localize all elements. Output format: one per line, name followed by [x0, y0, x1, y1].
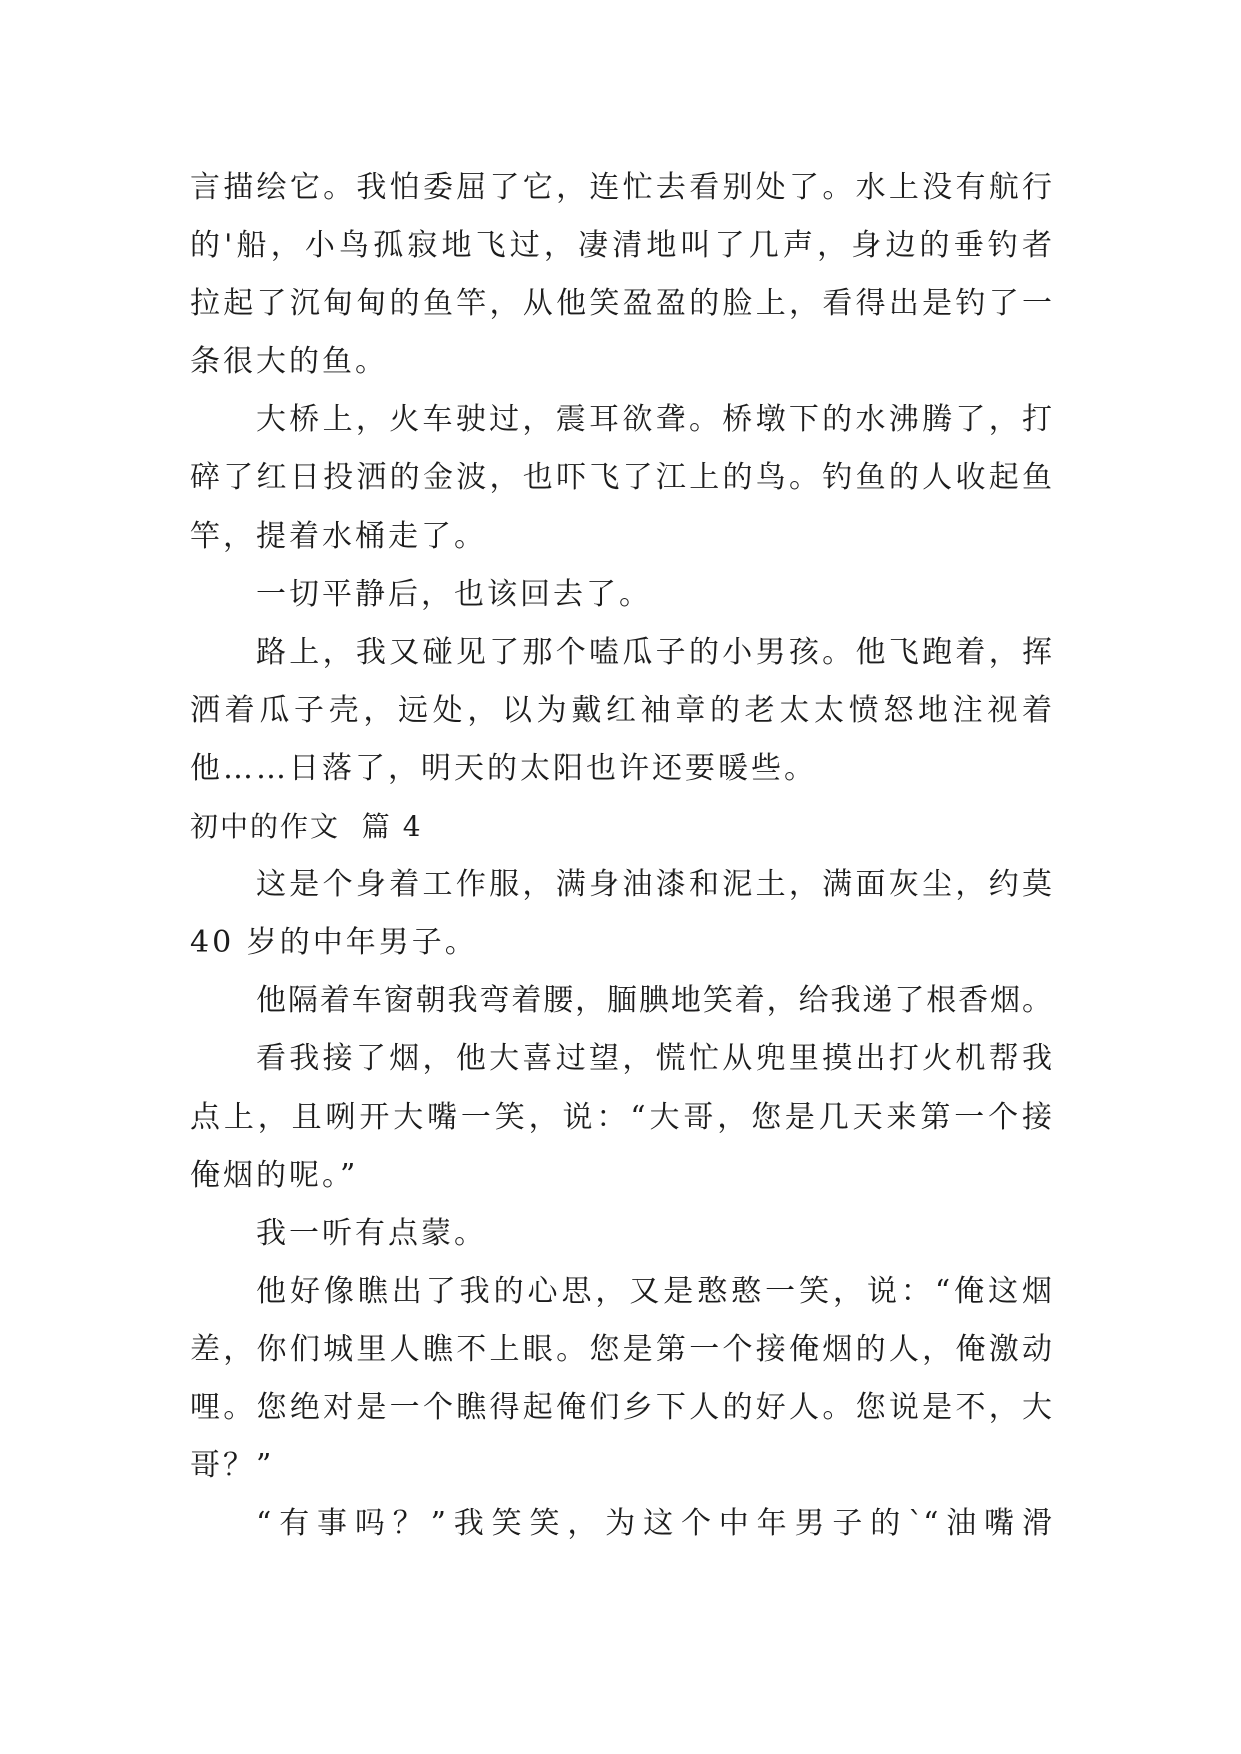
text-line: 点上，且咧开大嘴一笑，说：“大哥，您是几天来第一个接 [190, 1099, 1052, 1135]
essay-title: 初中的作文 篇 4 [190, 810, 423, 844]
paragraph [190, 624, 1052, 798]
text-line: 他……日落了，明天的太阳也许还要暖些。 [190, 750, 817, 786]
text-line: 我一听有点蒙。 [256, 1215, 487, 1251]
paragraph [190, 159, 1052, 391]
text-line: 碎了红日投洒的金波，也吓飞了江上的鸟。钓鱼的人收起鱼 [190, 460, 1052, 496]
text-line: 言描绘它。我怕委屈了它，连忙去看别处了。水上没有航行 [190, 170, 1052, 205]
text-line: 拉起了沉甸甸的鱼竿，从他笑盈盈的脸上，看得出是钓了一 [190, 286, 1052, 322]
paragraph [190, 1495, 1052, 1553]
text-line: 哥？” [190, 1448, 275, 1484]
text-line: 他好像瞧出了我的心思，又是憨憨一笑，说：“俺这烟 [256, 1273, 1052, 1309]
document-body [190, 159, 1052, 1553]
text-line: 这是个身着工作服，满身油漆和泥土，满面灰尘，约莫 [256, 867, 1052, 903]
paragraph [190, 1263, 1052, 1495]
text-line: 哩。您绝对是一个瞧得起俺们乡下人的好人。您说是不，大 [190, 1389, 1052, 1425]
paragraph [190, 1030, 1052, 1204]
text-line: 的'船，小鸟孤寂地飞过，凄清地叫了几声，身边的垂钓者 [190, 228, 1052, 264]
text-line: 大桥上，火车驶过，震耳欲聋。桥墩下的水沸腾了，打 [256, 402, 1052, 438]
paragraph [190, 972, 1052, 1030]
text-line: 条很大的鱼。 [190, 344, 388, 380]
text-line: “有事吗？”我笑笑，为这个中年男子的`“油嘴滑 [256, 1506, 1052, 1542]
text-line: 看我接了烟，他大喜过望，慌忙从兜里摸出打火机帮我 [256, 1041, 1052, 1077]
paragraph [190, 1205, 1052, 1263]
paragraph [190, 856, 1052, 972]
text-line: 俺烟的呢。” [190, 1157, 359, 1193]
text-line: 40 岁的中年男子。 [190, 925, 478, 961]
paragraph [190, 566, 1052, 624]
text-line: 洒着瓜子壳，远处，以为戴红袖章的老太太愤怒地注视着 [190, 692, 1052, 728]
text-line: 竿，提着水桶走了。 [190, 518, 487, 554]
text-line: 一切平静后，也该回去了。 [256, 576, 652, 612]
text-line: 他隔着车窗朝我弯着腰，腼腆地笑着，给我递了根香烟。 [256, 983, 1052, 1019]
text-line: 路上，我又碰见了那个嗑瓜子的小男孩。他飞跑着，挥 [256, 634, 1052, 670]
text-line: 差，你们城里人瞧不上眼。您是第一个接俺烟的人，俺激动 [190, 1331, 1052, 1367]
paragraph [190, 391, 1052, 565]
